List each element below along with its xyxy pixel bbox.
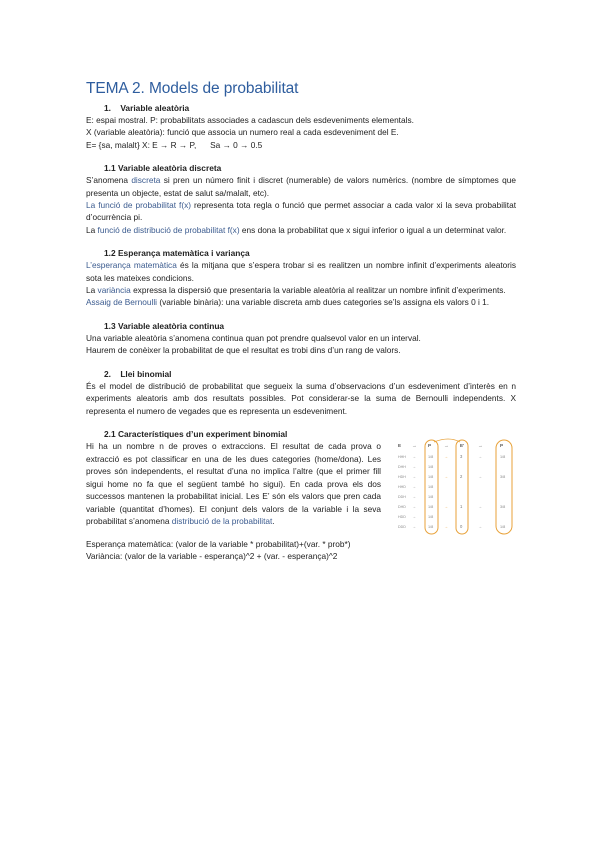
term-discreta: discreta	[131, 175, 161, 186]
figure-value: 3	[460, 453, 463, 459]
figure-prob: 1/8	[428, 524, 434, 529]
s2-paragraph: És el model de distribució de probabilitat que segueix la suma d’observacions d’un esdeveniment d’interès en n experiments aleatoris amb dos resultats possibles. Pot considerar-se la suma de Bernoulli independents. X representa el numero de vegades que es representa un esdeveniment.	[86, 380, 516, 416]
figure-value: 1	[460, 503, 463, 509]
figure-value: 0	[460, 523, 463, 529]
figure-arrow: →	[412, 493, 416, 499]
figure-outcome: DDH	[398, 494, 406, 499]
s12-paragraph-2: La variància expressa la dispersió que presentaria la variable aleatòria al realitzar un nombre infinit d’experiments.	[86, 285, 506, 296]
figure-prob: 1/8	[428, 494, 434, 499]
figure-outcome: DDD	[398, 524, 406, 529]
figure-arrow: →	[412, 523, 416, 529]
s13-line-2: Haurem de conèixer la probabilitat de que el resultat es trobi dins d’un rang de valors.	[86, 345, 401, 356]
figure-prob: 1/8	[428, 474, 434, 479]
formula-variancia: Variància: (valor de la variable - esperança)^2 + (var. - esperança)^2	[86, 551, 338, 562]
section-1-heading	[104, 102, 516, 114]
figure-header: P	[500, 442, 504, 448]
s12-paragraph-3: Assaig de Bernoulli (variable binària): una variable discreta amb dues categories se’ls assigna els valors 0 i 1.	[86, 297, 490, 308]
term-variancia: variància	[97, 285, 131, 296]
term-distribucio-probabilitat: distribució de la probabilitat	[171, 516, 273, 527]
figure-arrow: →	[478, 473, 482, 479]
figure-outcome: HHD	[398, 484, 406, 489]
binomial-diagram	[394, 438, 516, 536]
figure-arrow: →	[478, 453, 482, 459]
formula-esperanca: Esperança matemàtica: (valor de la variable * probabilitat)+(var. * prob*)	[86, 539, 351, 550]
figure-value-prob: 1/8	[500, 454, 506, 459]
s21-paragraph: Hi ha un nombre n de proves o extraccions. El resultat de cada prova o extracció es pot classificar en una de les dues categories (home/dona). Les proves són independents, el resultat d’una no implica l’altre (que el primer fill sigui home no fa que el següent també ho sigui). En cada prova els dos successos mantenen la probabilitat inicial. Les E’ són els valors que pren cada variable (quantitat d’homes). El conjunt dels valors de la variable i la seva probabilitat s’anomena distribució de la probabilitat.	[86, 440, 381, 527]
term-funcio-probabilitat: La funció de probabilitat f(x)	[86, 200, 192, 211]
section-2-1-heading: 2.1 Característiques d’un experiment binomial	[104, 428, 288, 439]
figure-arrow: →	[412, 503, 416, 509]
binomial-distribution-figure	[394, 438, 516, 536]
figure-arrow: →	[412, 483, 416, 489]
figure-arrow: →	[412, 453, 416, 459]
figure-value-prob: 3/8	[500, 474, 506, 479]
figure-value-arrow: →	[444, 523, 448, 529]
page-title: TEMA 2. Models de probabilitat	[86, 80, 299, 97]
figure-header: →	[478, 442, 483, 448]
figure-prob: 1/8	[428, 504, 434, 509]
binomial-section	[86, 428, 516, 528]
figure-outcome: HHH	[398, 454, 406, 459]
s11-paragraph-1: S’anomena discreta si pren un número finit i discret (numerable) de valors numèrics. (nombre de símptomes que presenta un objecte, estat de salut sa/malalt, etc).	[86, 175, 517, 198]
figure-header: →	[444, 442, 449, 448]
s1-line-1: E: espai mostral. P: probabilitats associades a cadascun dels esdeveniments elementals.	[86, 115, 414, 125]
figure-outcome: DHH	[398, 464, 406, 469]
figure-value-arrow: →	[444, 503, 448, 509]
figure-header: →	[412, 442, 417, 448]
s13-line-1: Una variable aleatòria s’anomena continua quan pot prendre qualsevol valor en un interval.	[86, 332, 421, 343]
term-funcio-distribucio: funció de distribució de probabilitat f(x)	[97, 224, 240, 235]
s1-line-2: X (variable aleatòria): funció que associa un numero real a cada esdeveniment del E.	[86, 127, 399, 138]
figure-arrow: →	[478, 523, 482, 529]
figure-value-arrow: →	[444, 453, 448, 459]
figure-header: P	[428, 442, 432, 448]
section-1-title: Variable aleatòria	[120, 103, 190, 113]
section-1-3-heading: 1.3 Variable aleatòria continua	[104, 320, 225, 331]
section-2-title: Llei binomial	[120, 368, 172, 379]
section-2-heading	[104, 368, 516, 380]
figure-outcome: DHD	[398, 504, 406, 509]
section-2-number: 2.	[104, 368, 111, 379]
figure-arrow: →	[412, 513, 416, 519]
term-bernoulli: Assaig de Bernoulli	[86, 297, 158, 308]
figure-value: 2	[460, 473, 463, 479]
s11-paragraph-2: La funció de probabilitat f(x) representa tota regla o funció que permet associar a cada valor xi la seva probabilitat d’ocurrència pi.	[86, 200, 516, 223]
figure-outcome: HDH	[398, 474, 406, 479]
figure-arrow: →	[478, 503, 482, 509]
figure-arrow: →	[412, 463, 416, 469]
section-1-number: 1.	[104, 103, 111, 113]
figure-header: E	[398, 442, 402, 448]
section-1-1-heading: 1.1 Variable aleatòria discreta	[104, 163, 222, 174]
section-1-2-heading: 1.2 Esperança matemàtica i variança	[104, 248, 250, 259]
figure-prob: 1/8	[428, 514, 434, 519]
figure-prob: 1/8	[428, 454, 434, 459]
document-page	[86, 80, 516, 563]
figure-arrow: →	[412, 473, 416, 479]
s11-paragraph-3: La funció de distribució de probabilitat f(x) ens dona la probabilitat que x sigui inferior o igual a un determinat valor.	[86, 224, 507, 235]
figure-prob: 1/8	[428, 484, 434, 489]
s1-line-3: E= {sa, malalt} X: E → R → P, Sa → 0 → 0.5	[86, 139, 263, 150]
connector-arc	[434, 439, 460, 442]
figure-value-prob: 3/8	[500, 504, 506, 509]
figure-header: E'	[460, 442, 465, 448]
figure-outcome: HDD	[398, 514, 406, 519]
term-esperanca: L’esperança matemàtica	[86, 260, 177, 271]
figure-value-arrow: →	[444, 473, 448, 479]
s12-paragraph-1: L’esperança matemàtica és la mitjana que s’espera trobar si es realitzen un nombre infinit d’experiments aleatoris sota les mateixes condicions.	[86, 260, 516, 283]
figure-value-prob: 1/8	[500, 524, 506, 529]
figure-prob: 1/8	[428, 464, 434, 469]
